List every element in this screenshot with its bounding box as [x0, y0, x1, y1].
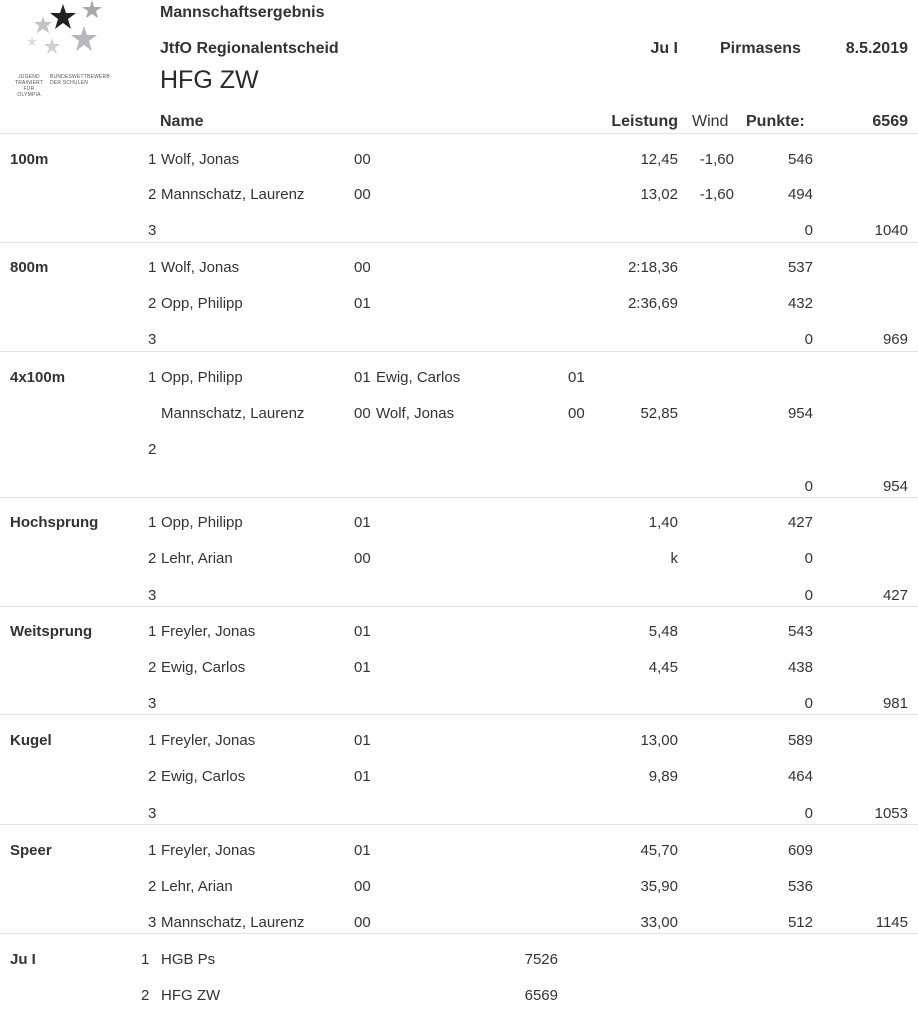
- points: 0: [804, 478, 813, 495]
- team-name: HGB Ps: [161, 951, 216, 968]
- points: 427: [787, 514, 813, 531]
- star-cluster-icon: [10, 0, 125, 72]
- logo-text-line: TRAINIERT: [14, 80, 44, 86]
- performance: 9,89: [648, 768, 678, 785]
- points: 589: [787, 732, 813, 749]
- column-header-performance: Leistung: [611, 113, 678, 130]
- performance: 35,90: [640, 878, 678, 895]
- birth-year: 01: [354, 369, 371, 386]
- category-label: Ju I: [650, 40, 678, 57]
- event-total: 981: [882, 695, 908, 712]
- athlete-name: Mannschatz, Laurenz: [161, 914, 305, 931]
- rank: 2: [148, 659, 157, 676]
- birth-year: 00: [354, 405, 371, 422]
- performance: 33,00: [640, 914, 678, 931]
- event-name: 800m: [10, 259, 49, 276]
- rank: 1: [141, 951, 150, 968]
- event-total: 1040: [874, 222, 908, 239]
- event-divider: [0, 933, 918, 934]
- event-total: 1053: [874, 805, 908, 822]
- performance: k: [670, 550, 678, 567]
- birth-year: 01: [354, 295, 371, 312]
- event-divider: [0, 242, 918, 243]
- rank: 3: [148, 331, 157, 348]
- performance: 45,70: [640, 842, 678, 859]
- logo-text-line: BUNDESWETTBEWERB: [50, 74, 110, 80]
- rank: 2: [148, 768, 157, 785]
- rank: 3: [148, 805, 157, 822]
- rank: 3: [148, 914, 157, 931]
- birth-year: 01: [354, 514, 371, 531]
- birth-year: 00: [354, 914, 371, 931]
- performance: 5,48: [648, 623, 678, 640]
- points: 546: [787, 151, 813, 168]
- birth-year: 00: [568, 405, 585, 422]
- column-header-points: Punkte:: [746, 113, 805, 130]
- team-name: HFG ZW: [161, 987, 221, 1004]
- ranking-category: Ju I: [10, 951, 36, 968]
- event-name: Speer: [10, 842, 52, 859]
- rank: 2: [148, 441, 157, 458]
- event-total: 969: [882, 331, 908, 348]
- logo-text-line: JUGEND: [18, 74, 40, 80]
- column-header-name: Name: [160, 113, 204, 130]
- birth-year: 01: [354, 842, 371, 859]
- birth-year: 00: [354, 151, 371, 168]
- birth-year: 01: [568, 369, 585, 386]
- event-name: 4x100m: [10, 369, 66, 386]
- athlete-name: Ewig, Carlos: [376, 369, 461, 386]
- birth-year: 01: [354, 768, 371, 785]
- athlete-name: Mannschatz, Laurenz: [161, 405, 305, 422]
- event-name: 100m: [10, 151, 49, 168]
- athlete-name: Wolf, Jonas: [161, 151, 240, 168]
- points: 537: [787, 259, 813, 276]
- performance: 12,45: [640, 151, 678, 168]
- event-name: Kugel: [10, 732, 52, 749]
- athlete-name: Freyler, Jonas: [161, 623, 256, 640]
- performance: 13,00: [640, 732, 678, 749]
- event-name: Hochsprung: [10, 514, 99, 531]
- event-divider: [0, 606, 918, 607]
- logo-text-line: OLYMPIA: [17, 92, 41, 98]
- rank: 1: [148, 842, 157, 859]
- athlete-name: Lehr, Arian: [161, 550, 233, 567]
- points: 954: [787, 405, 813, 422]
- performance: 2:36,69: [627, 295, 678, 312]
- athlete-name: Wolf, Jonas: [376, 405, 455, 422]
- points: 0: [804, 587, 813, 604]
- wind: -1,60: [699, 186, 734, 203]
- event-divider: [0, 714, 918, 715]
- header-divider: [0, 133, 918, 134]
- event-total: 427: [882, 587, 908, 604]
- team-points: 7526: [524, 951, 558, 968]
- competition-name: JtfO Regionalentscheid: [160, 40, 339, 57]
- birth-year: 00: [354, 550, 371, 567]
- birth-year: 00: [354, 878, 371, 895]
- wind: -1,60: [699, 151, 734, 168]
- event-total: 1145: [875, 914, 908, 931]
- points: 0: [804, 805, 813, 822]
- logo-text-line: DER SCHULEN: [50, 80, 89, 86]
- rank: 2: [141, 987, 150, 1004]
- points: 543: [787, 623, 813, 640]
- rank: 1: [148, 623, 157, 640]
- points: 536: [787, 878, 813, 895]
- athlete-name: Wolf, Jonas: [161, 259, 240, 276]
- athlete-name: Opp, Philipp: [161, 369, 243, 386]
- points: 0: [804, 222, 813, 239]
- birth-year: 00: [354, 186, 371, 203]
- performance: 1,40: [648, 514, 678, 531]
- event-name: Weitsprung: [10, 623, 93, 640]
- birth-year: 01: [354, 659, 371, 676]
- points: 438: [787, 659, 813, 676]
- athlete-name: Freyler, Jonas: [161, 842, 256, 859]
- points: 0: [804, 331, 813, 348]
- points: 0: [804, 695, 813, 712]
- athlete-name: Mannschatz, Laurenz: [161, 186, 305, 203]
- rank: 1: [148, 259, 157, 276]
- team-points: 6569: [524, 987, 558, 1004]
- athlete-name: Opp, Philipp: [161, 514, 243, 531]
- rank: 2: [148, 878, 157, 895]
- performance: 52,85: [640, 405, 678, 422]
- points: 464: [787, 768, 813, 785]
- document-title: Mannschaftsergebnis: [160, 4, 325, 21]
- rank: 3: [148, 587, 157, 604]
- birth-year: 01: [354, 623, 371, 640]
- points: 0: [804, 550, 813, 567]
- rank: 3: [148, 222, 157, 239]
- athlete-name: Ewig, Carlos: [161, 768, 246, 785]
- event-divider: [0, 351, 918, 352]
- total-points: 6569: [872, 113, 908, 130]
- points: 432: [787, 295, 813, 312]
- birth-year: 01: [354, 732, 371, 749]
- column-header-wind: Wind: [692, 113, 729, 130]
- jtfo-logo: [10, 0, 125, 100]
- athlete-name: Lehr, Arian: [161, 878, 233, 895]
- birth-year: 00: [354, 259, 371, 276]
- rank: 2: [148, 295, 157, 312]
- rank: 1: [148, 151, 157, 168]
- athlete-name: Freyler, Jonas: [161, 732, 256, 749]
- rank: 1: [148, 514, 157, 531]
- event-total: 954: [882, 478, 908, 495]
- rank: 1: [148, 369, 157, 386]
- rank: 3: [148, 695, 157, 712]
- event-divider: [0, 824, 918, 825]
- performance: 4,45: [648, 659, 678, 676]
- performance: 2:18,36: [627, 259, 678, 276]
- rank: 2: [148, 186, 157, 203]
- location-label: Pirmasens: [720, 40, 801, 57]
- rank: 2: [148, 550, 157, 567]
- rank: 1: [148, 732, 157, 749]
- performance: 13,02: [640, 186, 678, 203]
- logo-text-line: FÜR: [23, 86, 35, 92]
- athlete-name: Ewig, Carlos: [161, 659, 246, 676]
- team-title: HFG ZW: [160, 66, 259, 94]
- points: 494: [787, 186, 813, 203]
- points: 609: [787, 842, 813, 859]
- date-label: 8.5.2019: [845, 40, 908, 57]
- points: 512: [787, 914, 813, 931]
- athlete-name: Opp, Philipp: [161, 295, 243, 312]
- event-divider: [0, 497, 918, 498]
